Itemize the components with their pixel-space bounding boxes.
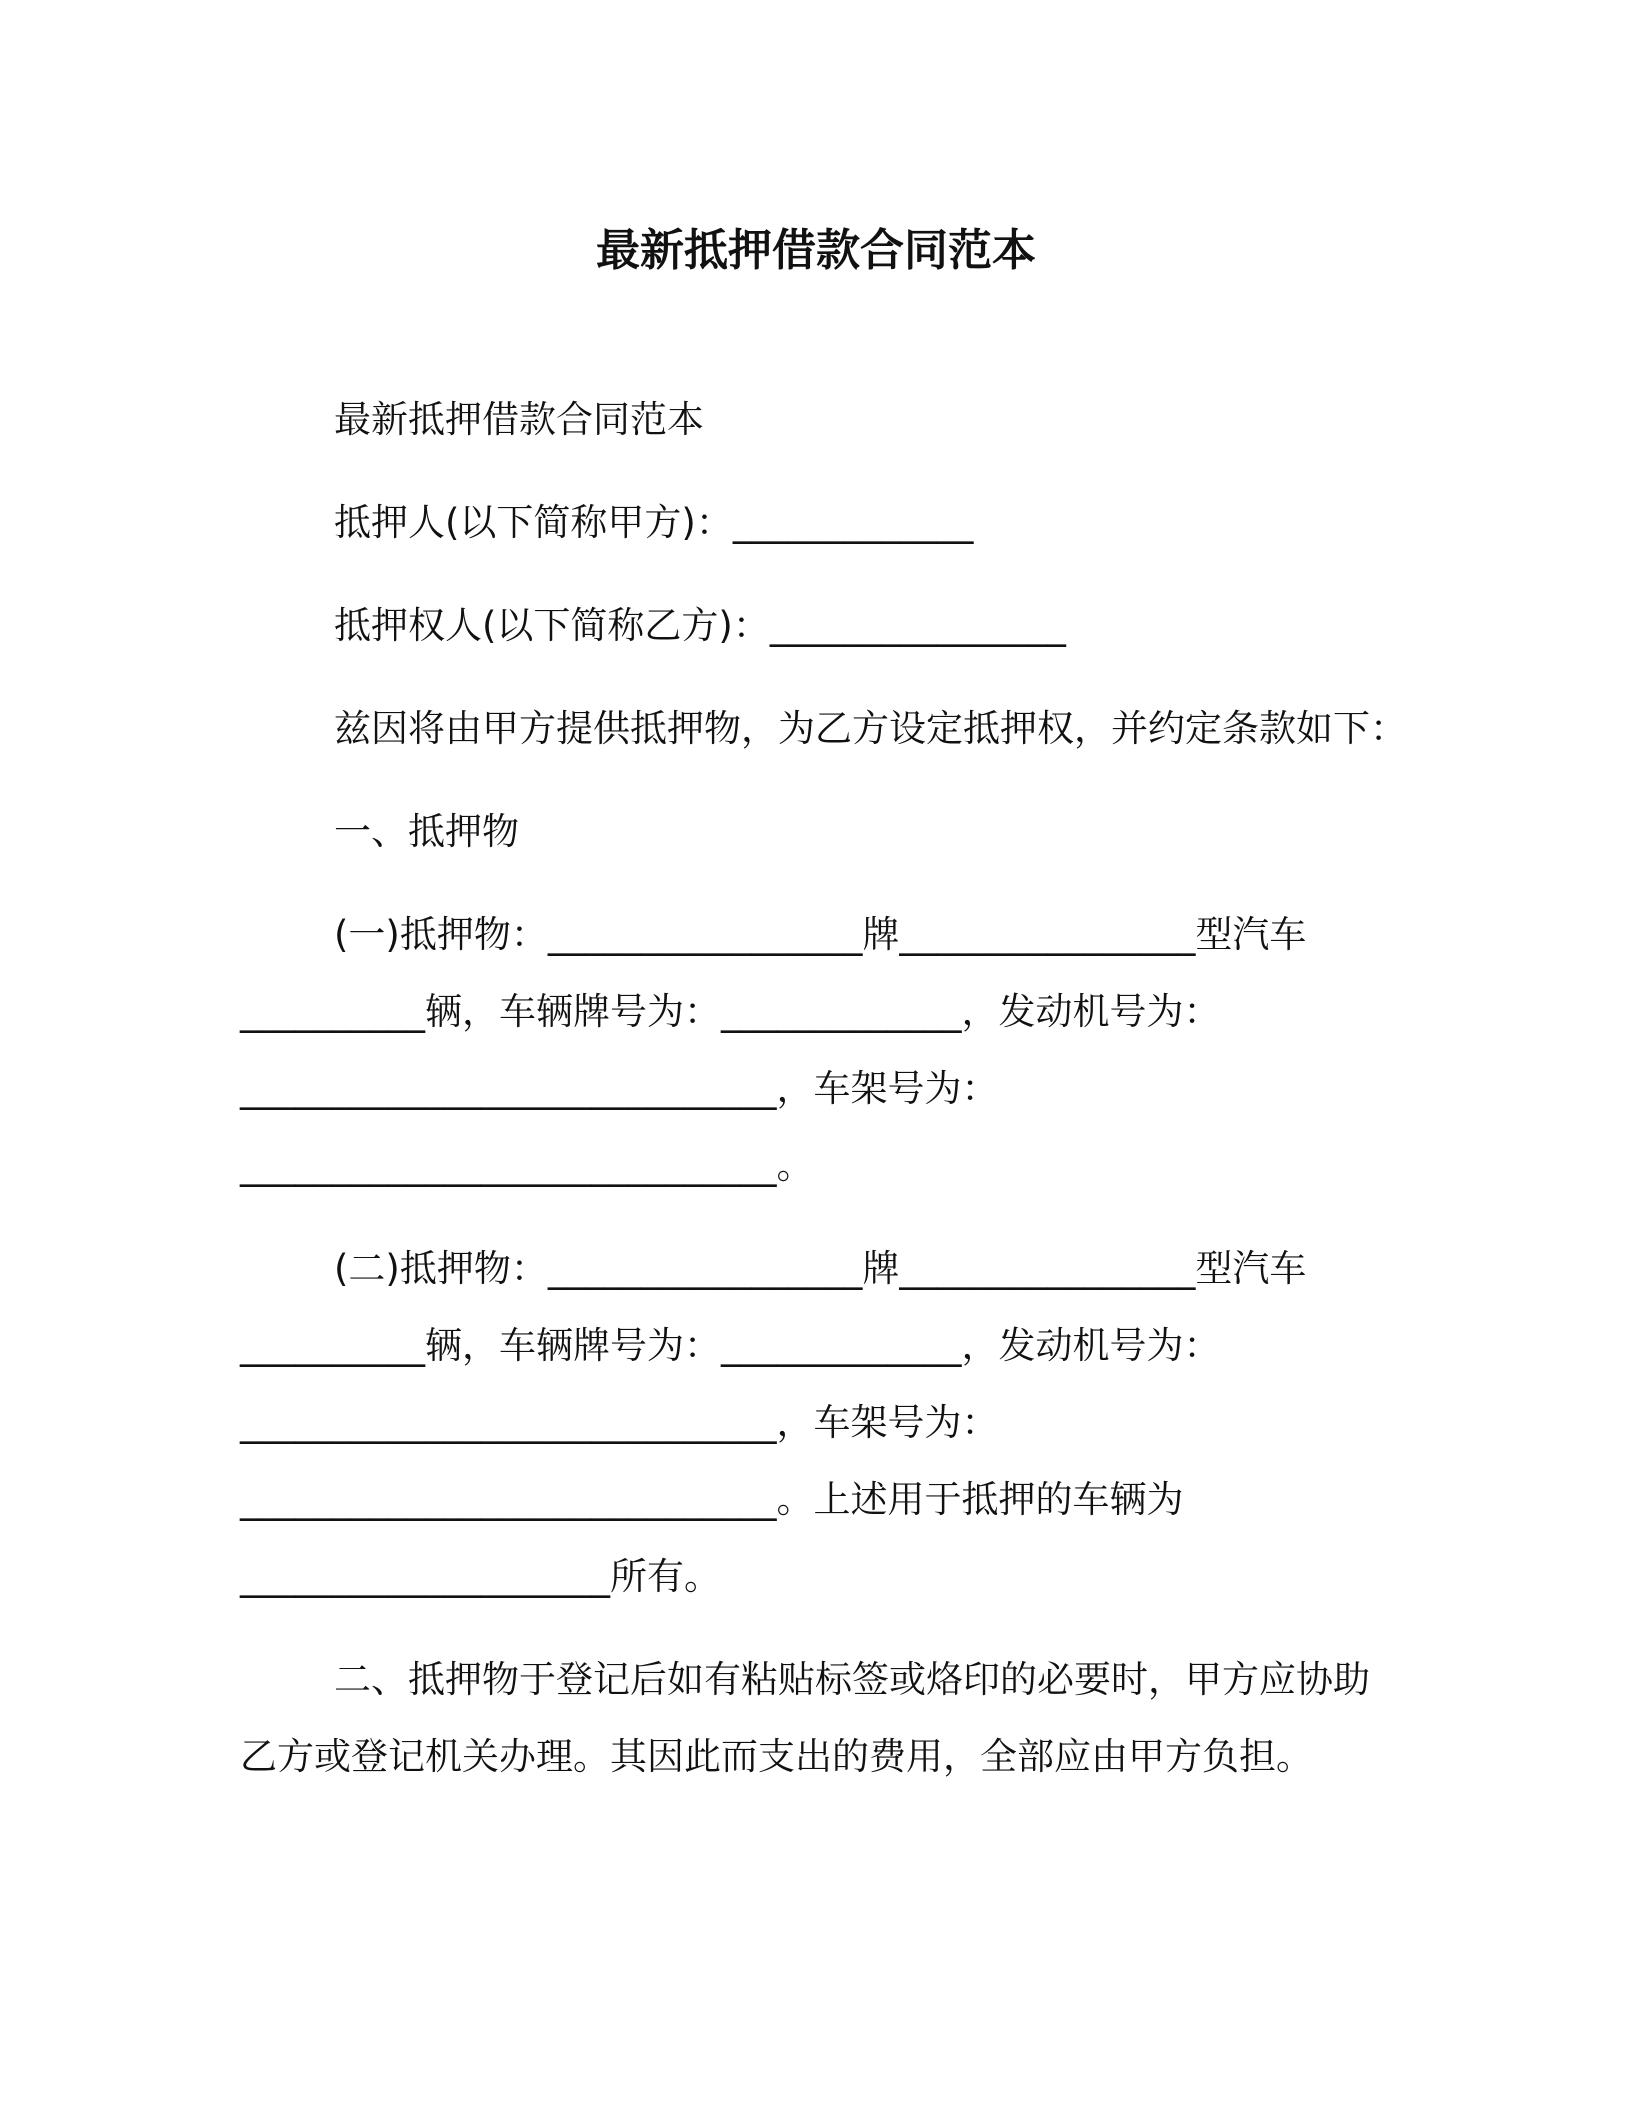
item-2-line-3: _____________________________，车架号为： [240,1401,999,1444]
item-1-line-4: _____________________________。 [240,1144,814,1187]
document-title: 最新抵押借款合同范本 [596,225,1036,276]
item-2-line-5: ____________________所有。 [240,1555,721,1598]
mortgagor-line: 抵押人(以下简称甲方)：_____________ [334,501,974,544]
item-2-line-2: __________辆，车辆牌号为：_____________，发动机号为： [240,1324,1221,1367]
mortgagee-line: 抵押权人(以下简称乙方)：________________ [334,604,1066,647]
section-1-heading: 一、抵押物 [334,810,519,853]
item-2-line-1: (二)抵押物：_________________牌________________型汽车 [334,1247,1307,1290]
subtitle-line: 最新抵押借款合同范本 [334,398,704,441]
section-2-line-2: 乙方或登记机关办理。其因此而支出的费用，全部应由甲方负担。 [240,1735,1313,1778]
item-2-line-4: _____________________________。上述用于抵押的车辆为 [240,1478,1184,1521]
item-1-line-2: __________辆，车辆牌号为：_____________，发动机号为： [240,990,1221,1033]
item-1-line-1: (一)抵押物：_________________牌________________型汽车 [334,913,1307,956]
preamble-line: 兹因将由甲方提供抵押物，为乙方设定抵押权，并约定条款如下： [334,707,1407,750]
item-1-line-3: _____________________________，车架号为： [240,1067,999,1110]
section-2-line-1: 二、抵押物于登记后如有粘贴标签或烙印的必要时，甲方应协助 [334,1658,1370,1701]
